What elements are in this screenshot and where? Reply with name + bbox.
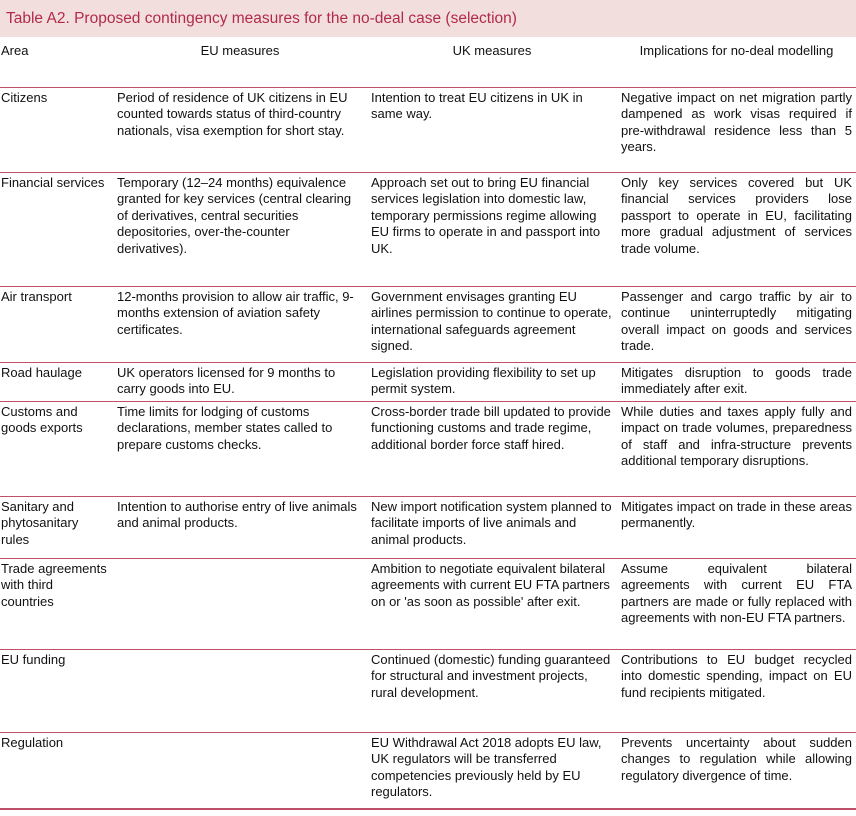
- eu-measures-cell: UK operators licensed for 9 months to carry goods into EU.: [117, 364, 336, 396]
- area-cell: Financial services: [1, 174, 105, 190]
- uk-measures-cell: Intention to treat EU citizens in UK in same way.: [371, 89, 583, 121]
- uk-measures-cell: Cross-border trade bill updated to provide functioning customs and trade regime, additional border force staff hired.: [371, 403, 611, 452]
- area-cell: Trade agreements with third countries: [1, 560, 107, 609]
- area-cell: Regulation: [1, 734, 64, 750]
- implications-cell: Mitigates impact on trade in these areas permanently.: [621, 498, 852, 530]
- uk-measures-cell: New import notification system planned to facilitate imports of live animals and animal products.: [371, 498, 612, 547]
- area-cell: Road haulage: [1, 364, 82, 380]
- header-row: [0, 41, 856, 87]
- table-row: [0, 87, 856, 172]
- uk-measures-cell: Approach set out to bring EU financial services legislation into domestic law, temporary permissions regime allowing EU firms to operate in and passport into UK.: [371, 174, 601, 256]
- eu-measures-cell: Intention to authorise entry of live animals and animal products.: [117, 498, 357, 530]
- table-row: [0, 496, 856, 558]
- area-cell: Customs and goods exports: [1, 403, 83, 435]
- table-title: Table A2. Proposed contingency measures for the no-deal case (selection): [0, 0, 856, 37]
- table-row: [0, 401, 856, 496]
- implications-cell: Mitigates disruption to goods trade immediately after exit.: [621, 364, 852, 396]
- implications-cell: While duties and taxes apply fully and impact on trade volumes, preparedness of staff and infra-structure prevents additional temporary disruptions.: [621, 403, 852, 468]
- uk-measures-cell: Continued (domestic) funding guaranteed for structural and investment projects, rural development.: [371, 651, 611, 700]
- table-row: [0, 649, 856, 732]
- eu-measures-cell: 12-months provision to allow air traffic, 9-months extension of aviation safety certificates.: [117, 288, 354, 337]
- implications-cell: Contributions to EU budget recycled into domestic spending, impact on EU fund recipients mitigated.: [621, 651, 852, 700]
- implications-cell: Only key services covered but UK financial services providers lose passport to operate in EU, facilitating more gradual adjustment of services trade volume.: [621, 174, 852, 256]
- implications-cell: Passenger and cargo traffic by air to continue uninterruptedly mitigating overall impact on goods and services trade.: [621, 288, 852, 353]
- uk-measures-cell: Ambition to negotiate equivalent bilateral agreements with current EU FTA partners on or 'as soon as possible' after exit.: [371, 560, 610, 609]
- uk-measures-cell: Legislation providing flexibility to set up permit system.: [371, 364, 596, 396]
- table-row: [0, 558, 856, 649]
- area-cell: Air transport: [1, 288, 72, 304]
- implications-cell: Prevents uncertainty about sudden changes to regulation while allowing regulatory divergence of time.: [621, 734, 852, 783]
- area-cell: Citizens: [1, 89, 48, 105]
- eu-measures-cell: Temporary (12–24 months) equivalence granted for key services (central clearing of derivatives, central securities depositories, over-the-counter derivatives).: [117, 174, 352, 256]
- table-row: [0, 286, 856, 362]
- implications-cell: Negative impact on net migration partly dampened as work visas required if pre-withdrawal residence less than 5 years.: [621, 89, 852, 154]
- eu-measures-cell: [113, 558, 367, 649]
- eu-measures-cell: Time limits for lodging of customs declarations, member states called to prepare customs checks.: [117, 403, 333, 452]
- eu-measures-cell: [113, 732, 367, 809]
- area-cell: Sanitary and phytosanitary rules: [1, 498, 79, 547]
- table-row: [0, 172, 856, 286]
- implications-cell: Assume equivalent bilateral agreements with current EU FTA partners are made or fully replaced with agreements with non-EU FTA partners.: [621, 560, 852, 625]
- uk-measures-cell: EU Withdrawal Act 2018 adopts EU law, UK regulators will be transferred competencies previously held by EU regulators.: [371, 734, 602, 799]
- uk-measures-cell: Government envisages granting EU airlines permission to continue to operate, international safeguards agreement signed.: [371, 288, 612, 353]
- header-area: Area: [1, 43, 29, 58]
- table-row: [0, 362, 856, 401]
- eu-measures-cell: Period of residence of UK citizens in EU counted towards status of third-country nationals, visa exemption for short stay.: [117, 89, 348, 138]
- area-cell: EU funding: [1, 651, 66, 667]
- header-implications: Implications for no-deal modelling: [639, 43, 834, 58]
- header-uk-measures: UK measures: [452, 43, 532, 58]
- contingency-table: [0, 41, 856, 810]
- eu-measures-cell: [113, 649, 367, 732]
- table-row: [0, 732, 856, 809]
- header-eu-measures: EU measures: [200, 43, 280, 58]
